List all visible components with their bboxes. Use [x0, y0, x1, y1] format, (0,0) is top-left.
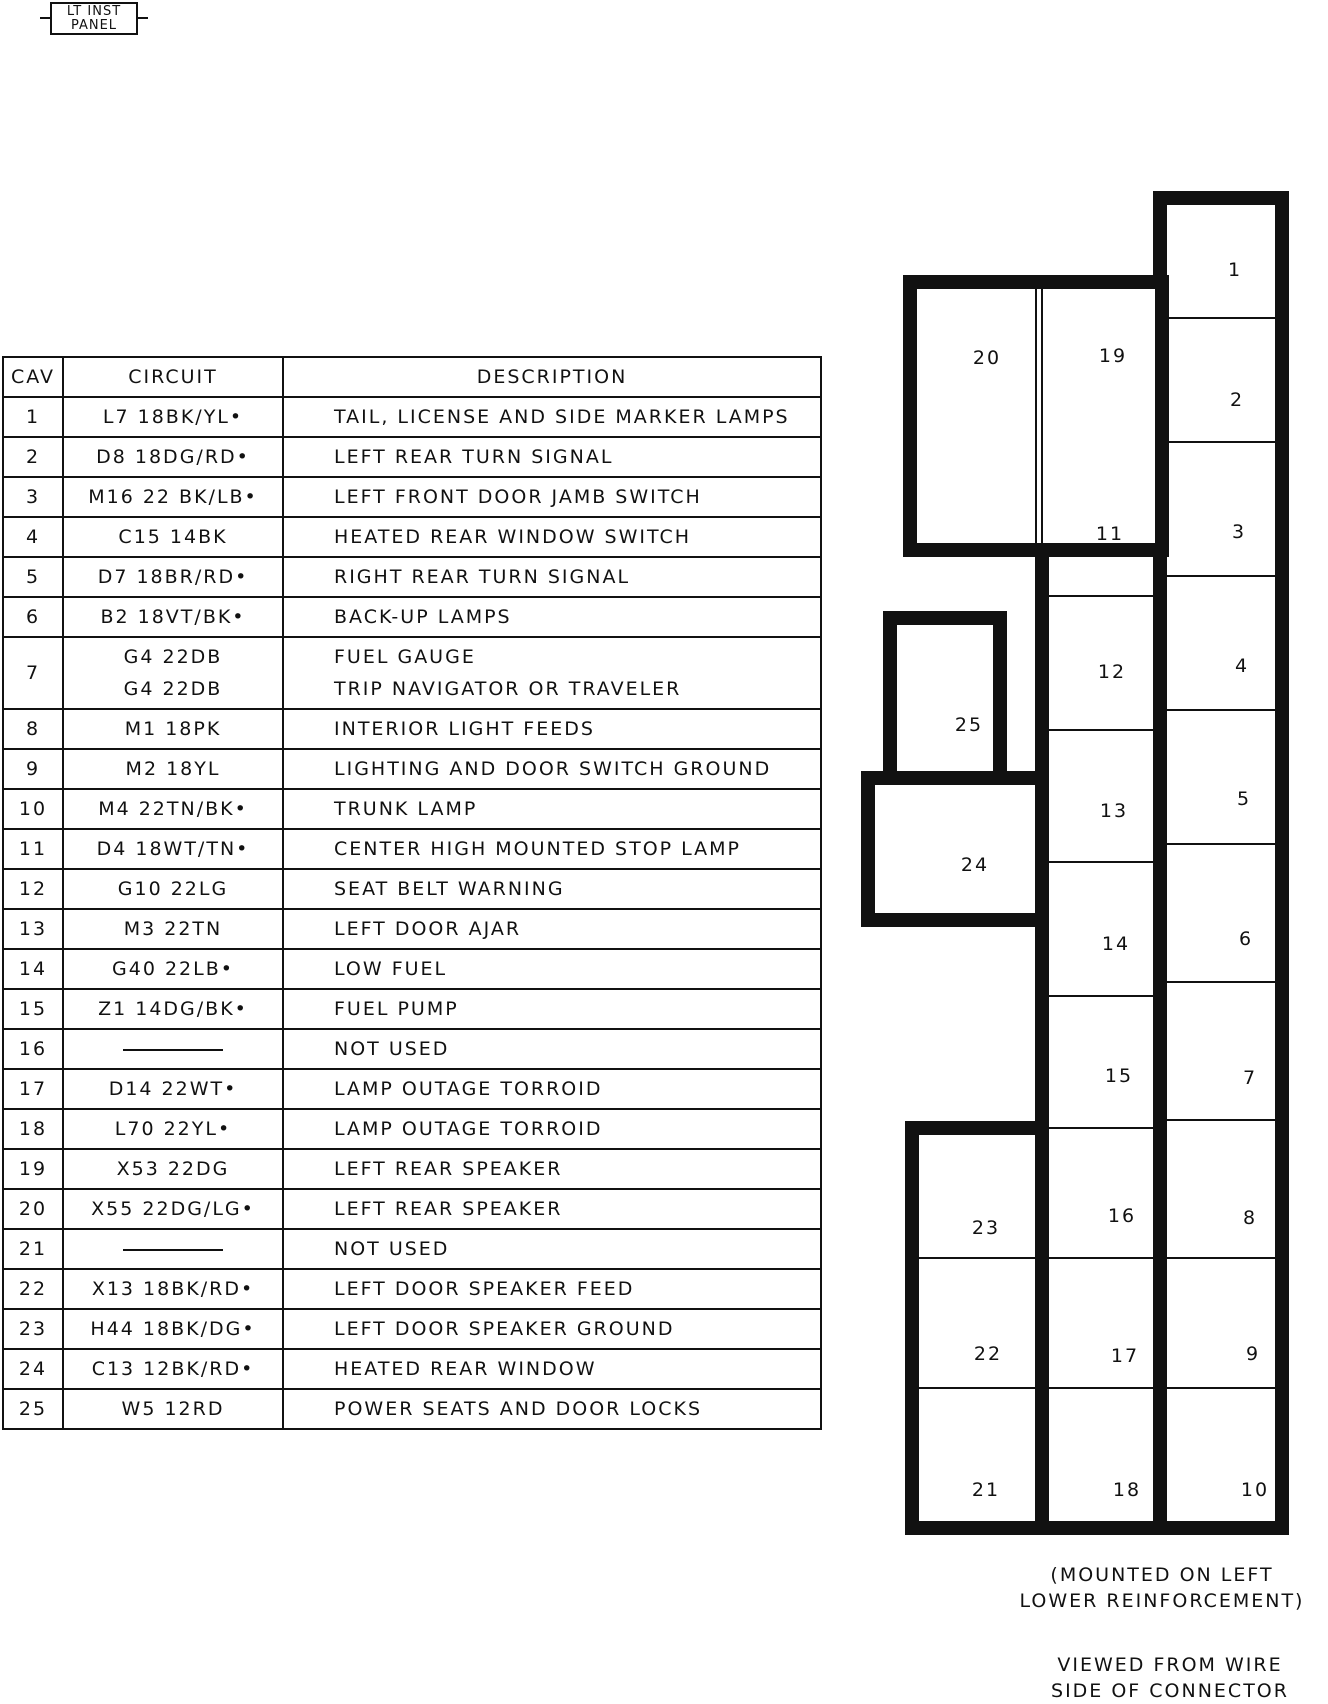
description-cell: LEFT REAR SPEAKER [283, 1149, 821, 1189]
table-row [3, 1309, 821, 1349]
cavity-number: 16 [1107, 1205, 1137, 1227]
viewed-caption-line2: SIDE OF CONNECTOR [1051, 1680, 1289, 1702]
description-cell: HEATED REAR WINDOW SWITCH [283, 517, 821, 557]
table-row [3, 477, 821, 517]
cavity-number: 10 [1240, 1479, 1270, 1501]
cavity-number: 7 [1242, 1067, 1258, 1089]
cavity-number: 5 [1236, 788, 1252, 810]
header-circuit: CIRCUIT [63, 357, 283, 397]
description-cell: LEFT DOOR SPEAKER GROUND [283, 1309, 821, 1349]
table-row [3, 517, 821, 557]
circuit-cell: Z1 14DG/BK• [63, 989, 283, 1029]
circuit-cell: D14 22WT• [63, 1069, 283, 1109]
description-text: FUEL GAUGE [334, 646, 476, 668]
table-row [3, 557, 821, 597]
circuit-cell: G40 22LB• [63, 949, 283, 989]
cavity-number: 1 [1227, 259, 1243, 281]
cav-cell: 6 [3, 597, 63, 637]
cav-cell: 16 [3, 1029, 63, 1069]
description-cell: LOW FUEL [283, 949, 821, 989]
circuit-cell: W5 12RD [63, 1389, 283, 1429]
circuit-cell: D4 18WT/TN• [63, 829, 283, 869]
cav-cell: 11 [3, 829, 63, 869]
cavity-number: 15 [1104, 1065, 1134, 1087]
cavity-number: 23 [971, 1217, 1001, 1239]
table-row [3, 829, 821, 869]
circuit-cell: D7 18BR/RD• [63, 557, 283, 597]
viewed-caption [1030, 1652, 1310, 1704]
circuit-cell: C15 14BK [63, 517, 283, 557]
circuit-cell: L70 22YL• [63, 1109, 283, 1149]
cav-cell: 10 [3, 789, 63, 829]
connector-housing [912, 1128, 1042, 1528]
table-row [3, 1269, 821, 1309]
cavity-number: 9 [1245, 1343, 1261, 1365]
cav-cell: 12 [3, 869, 63, 909]
table-row [3, 709, 821, 749]
description-cell: INTERIOR LIGHT FEEDS [283, 709, 821, 749]
circuit-cell: H44 18BK/DG• [63, 1309, 283, 1349]
mounted-caption-line2: LOWER REINFORCEMENT) [1019, 1590, 1305, 1612]
table-row [3, 1349, 821, 1389]
description-text: TRIP NAVIGATOR OR TRAVELER [334, 678, 682, 700]
circuit-cell: M4 22TN/BK• [63, 789, 283, 829]
table-row [3, 949, 821, 989]
cav-cell: 7 [3, 637, 63, 709]
description-cell: LEFT REAR TURN SIGNAL [283, 437, 821, 477]
unused-dash [123, 1249, 223, 1251]
table-row [3, 989, 821, 1029]
cavity-number: 11 [1095, 523, 1125, 545]
description-cell: FUEL PUMP [283, 989, 821, 1029]
description-cell: LEFT DOOR SPEAKER FEED [283, 1269, 821, 1309]
table-row [3, 1149, 821, 1189]
cavity-number: 25 [954, 714, 984, 736]
panel-tag-line1: LT INST [66, 4, 122, 19]
table-row [3, 869, 821, 909]
cavity-number: 6 [1238, 928, 1254, 950]
table-row [3, 789, 821, 829]
description-cell: BACK-UP LAMPS [283, 597, 821, 637]
cavity-number: 2 [1229, 389, 1245, 411]
cav-cell: 9 [3, 749, 63, 789]
table-row [3, 597, 821, 637]
cav-cell: 23 [3, 1309, 63, 1349]
description-cell: TRUNK LAMP [283, 789, 821, 829]
viewed-caption-line1: VIEWED FROM WIRE [1057, 1654, 1283, 1676]
description-cell: HEATED REAR WINDOW [283, 1349, 821, 1389]
cavity-number: 8 [1242, 1207, 1258, 1229]
circuit-cell: X13 18BK/RD• [63, 1269, 283, 1309]
circuit-text: G4 22DB [123, 646, 223, 668]
circuit-cell: D8 18DG/RD• [63, 437, 283, 477]
circuit-cell: M2 18YL [63, 749, 283, 789]
description-cell: NOT USED [283, 1229, 821, 1269]
connector-diagram [860, 190, 1320, 1550]
connector-housing [1160, 198, 1282, 1528]
cavity-number: 18 [1112, 1479, 1142, 1501]
description-cell: LAMP OUTAGE TORROID [283, 1109, 821, 1149]
circuit-cell: G10 22LG [63, 869, 283, 909]
table-row [3, 397, 821, 437]
description-cell: TAIL, LICENSE AND SIDE MARKER LAMPS [283, 397, 821, 437]
circuit-cell: B2 18VT/BK• [63, 597, 283, 637]
cav-cell: 21 [3, 1229, 63, 1269]
cav-cell: 24 [3, 1349, 63, 1389]
cavity-number: 20 [972, 347, 1002, 369]
cav-cell: 14 [3, 949, 63, 989]
mounted-caption [1012, 1562, 1312, 1614]
description-cell: SEAT BELT WARNING [283, 869, 821, 909]
description-cell: NOT USED [283, 1029, 821, 1069]
cav-cell: 13 [3, 909, 63, 949]
cavity-number: 19 [1098, 345, 1128, 367]
cav-cell: 15 [3, 989, 63, 1029]
cav-cell: 17 [3, 1069, 63, 1109]
cav-cell: 4 [3, 517, 63, 557]
header-cav: CAV [3, 357, 63, 397]
circuit-text: G4 22DB [123, 678, 223, 700]
cav-cell: 2 [3, 437, 63, 477]
circuit-cell: M3 22TN [63, 909, 283, 949]
circuit-cell [63, 1029, 283, 1069]
unused-dash [123, 1049, 223, 1051]
table-row [3, 437, 821, 477]
description-cell: CENTER HIGH MOUNTED STOP LAMP [283, 829, 821, 869]
connector-housing [1042, 468, 1160, 1528]
cavity-number: 3 [1231, 521, 1247, 543]
table-row [3, 1389, 821, 1429]
cav-cell: 5 [3, 557, 63, 597]
table-row [3, 909, 821, 949]
cav-cell: 8 [3, 709, 63, 749]
mounted-caption-line1: (MOUNTED ON LEFT [1050, 1564, 1274, 1586]
cavity-number: 21 [971, 1479, 1001, 1501]
description-cell: LIGHTING AND DOOR SWITCH GROUND [283, 749, 821, 789]
cav-cell: 20 [3, 1189, 63, 1229]
table-header-row [3, 357, 821, 397]
table-row [3, 1029, 821, 1069]
circuit-cell [63, 637, 283, 709]
circuit-cell [63, 1229, 283, 1269]
cavity-number: 24 [960, 854, 990, 876]
header-description: DESCRIPTION [283, 357, 821, 397]
circuit-table [2, 356, 822, 1430]
cavity-number: 12 [1097, 661, 1127, 683]
table-row [3, 1069, 821, 1109]
tag-lead-right [138, 17, 148, 19]
table-row [3, 1189, 821, 1229]
connector-housing [890, 618, 1000, 794]
cav-cell: 19 [3, 1149, 63, 1189]
cavity-number: 14 [1101, 933, 1131, 955]
circuit-cell: X55 22DG/LG• [63, 1189, 283, 1229]
table-row [3, 1229, 821, 1269]
cav-cell: 1 [3, 397, 63, 437]
description-cell: LAMP OUTAGE TORROID [283, 1069, 821, 1109]
cav-cell: 22 [3, 1269, 63, 1309]
circuit-cell: L7 18BK/YL• [63, 397, 283, 437]
cav-cell: 25 [3, 1389, 63, 1429]
cavity-number: 17 [1110, 1345, 1140, 1367]
cavity-number: 22 [973, 1343, 1003, 1365]
description-cell [283, 637, 821, 709]
panel-tag [50, 2, 138, 35]
cavity-number: 4 [1234, 655, 1250, 677]
circuit-cell: X53 22DG [63, 1149, 283, 1189]
tag-lead-left [40, 17, 50, 19]
description-cell: RIGHT REAR TURN SIGNAL [283, 557, 821, 597]
description-cell: POWER SEATS AND DOOR LOCKS [283, 1389, 821, 1429]
panel-tag-line2: PANEL [70, 18, 118, 33]
description-cell: LEFT FRONT DOOR JAMB SWITCH [283, 477, 821, 517]
table-row [3, 637, 821, 709]
table-row [3, 1109, 821, 1149]
description-cell: LEFT DOOR AJAR [283, 909, 821, 949]
cav-cell: 3 [3, 477, 63, 517]
table-body [3, 397, 821, 1429]
description-cell: LEFT REAR SPEAKER [283, 1189, 821, 1229]
cav-cell: 18 [3, 1109, 63, 1149]
circuit-cell: C13 12BK/RD• [63, 1349, 283, 1389]
cavity-number: 13 [1099, 800, 1129, 822]
connector-housing [868, 778, 1042, 920]
table-row [3, 749, 821, 789]
circuit-cell: M1 18PK [63, 709, 283, 749]
circuit-cell: M16 22 BK/LB• [63, 477, 283, 517]
